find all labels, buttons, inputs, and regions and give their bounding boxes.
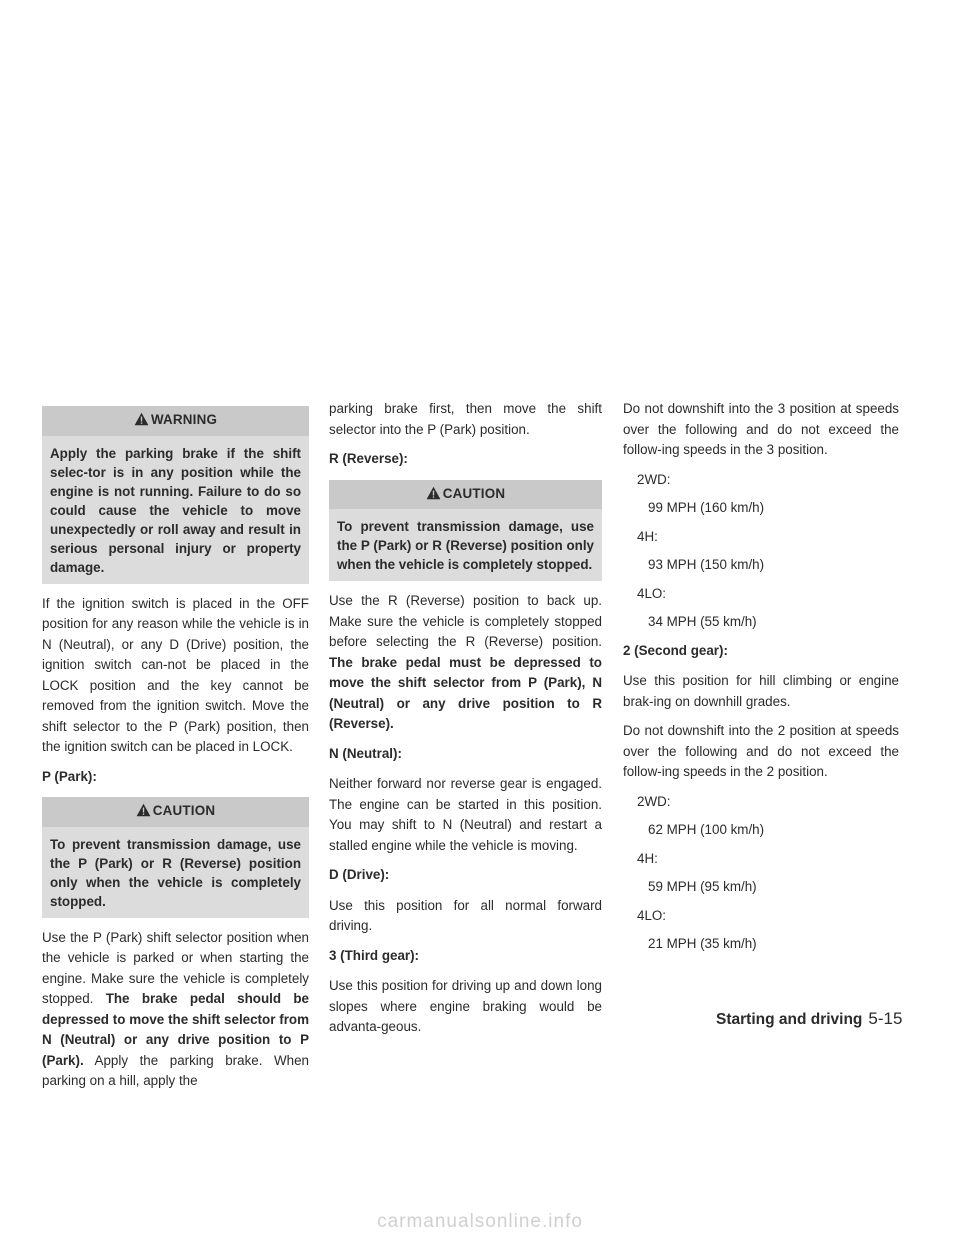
warning-triangle-icon <box>426 486 441 507</box>
speed-value: 93 MPH (150 km/h) <box>648 557 765 572</box>
warning-triangle-icon <box>134 412 149 433</box>
ignition-paragraph: If the ignition switch is placed in the OFF position for any reason while the vehicle is in N (Neutral), or any D (Drive) position, the ignition switch can-not be placed in the LOCK position and the key cannot be removed from the ignition switch. Move the shift selector to the P (Park) position, then the ignition switch can be placed in LOCK. <box>42 595 309 754</box>
neutral-paragraph: Neither forward nor reverse gear is engaged. The engine can be started in this position. You may shift to N (Neutral) and restart a stalled engine while the vehicle is moving. <box>329 776 602 853</box>
watermark: carmanualsonline.info <box>377 1210 583 1232</box>
page-number: 5-15 <box>868 1009 903 1028</box>
speed-mode: 4H: <box>637 528 658 544</box>
second-gear-heading: 2 (Second gear): <box>623 642 728 658</box>
drive-paragraph: Use this position for all normal forward driving. <box>329 897 602 933</box>
park-paragraph <box>42 928 309 1092</box>
section-title: Starting and driving <box>716 1011 863 1028</box>
speed-mode: 2WD: <box>637 471 671 487</box>
caution-body: To prevent transmission damage, use the P (Park) or R (Reverse) position only when the vehicle is completely stopped. <box>50 836 301 909</box>
caution-title: CAUTION <box>152 803 216 818</box>
reverse-paragraph <box>329 591 602 735</box>
warning-title: WARNING <box>150 412 218 427</box>
second-limit-paragraph: Do not downshift into the 2 position at speeds over the following and do not exceed the follow-ing speeds in the 2 position. <box>623 723 899 779</box>
park-text-bold: The brake pedal should be depressed to move the shift selector from N (Neutral) or any drive position to P (Park). <box>42 991 309 1068</box>
second-gear-paragraph: Use this position for hill climbing or engine brak-ing on downhill grades. <box>623 673 899 709</box>
reverse-heading: R (Reverse): <box>329 451 408 466</box>
third-gear-heading: 3 (Third gear): <box>329 947 420 963</box>
park-text-start: Use the P (Park) shift selector position when the vehicle is parked or when starting the engine. Make sure the vehicle is completely stopped. <box>42 929 309 1006</box>
caution-body: To prevent transmission damage, use the P (Park) or R (Reverse) position only when the vehicle is completely stopped. <box>337 519 594 572</box>
speed-value: 99 MPH (160 km/h) <box>648 500 765 515</box>
caution-title-bar <box>42 797 309 827</box>
caution-title-bar <box>329 480 602 510</box>
speed-value: 62 MPH (100 km/h) <box>648 822 765 837</box>
park-text-end: Apply the parking brake. When parking on a hill, apply the <box>42 1052 309 1088</box>
speed-value: 59 MPH (95 km/h) <box>648 879 757 894</box>
park-continued-paragraph: parking brake first, then move the shift selector into the P (Park) position. <box>329 401 602 437</box>
speed-mode: 4H: <box>637 850 658 866</box>
third-speed-list <box>623 470 899 633</box>
caution-title: CAUTION <box>442 485 506 501</box>
speed-value: 21 MPH (35 km/h) <box>648 936 757 951</box>
column-1 <box>42 406 309 1101</box>
caution-box-park <box>42 797 309 918</box>
column-3 <box>623 399 899 963</box>
reverse-text-bold: The brake pedal must be depressed to move the shift selector from P (Park), N (Neutral) or any drive position to R (Reverse). <box>329 654 602 731</box>
speed-mode: 2WD: <box>637 793 671 809</box>
warning-body: Apply the parking brake if the shift selec-tor is in any position while the engine is not running. Failure to do so could cause the vehicle to move unexpectedly or roll away and result in serious personal injury or property damage. <box>50 445 301 575</box>
speed-value: 34 MPH (55 km/h) <box>648 614 757 629</box>
reverse-text-start: Use the R (Reverse) position to back up. Make sure the vehicle is completely stopped before selecting the R (Reverse) position. <box>329 593 602 649</box>
third-limit-paragraph: Do not downshift into the 3 position at speeds over the following and do not exceed the follow-ing speeds in the 3 position. <box>623 401 899 457</box>
drive-heading: D (Drive): <box>329 867 390 882</box>
park-heading: P (Park): <box>42 768 97 784</box>
warning-triangle-icon <box>136 803 151 824</box>
speed-mode: 4LO: <box>637 907 667 923</box>
column-2 <box>329 399 602 1047</box>
caution-box-reverse <box>329 480 602 582</box>
neutral-heading: N (Neutral): <box>329 745 402 761</box>
third-gear-paragraph: Use this position for driving up and down long slopes where engine braking would be advanta-geous. <box>329 978 602 1034</box>
second-speed-list <box>623 792 899 955</box>
warning-box <box>42 406 309 584</box>
page-footer <box>716 1009 903 1031</box>
warning-title-bar <box>42 406 309 436</box>
speed-mode: 4LO: <box>637 585 667 601</box>
